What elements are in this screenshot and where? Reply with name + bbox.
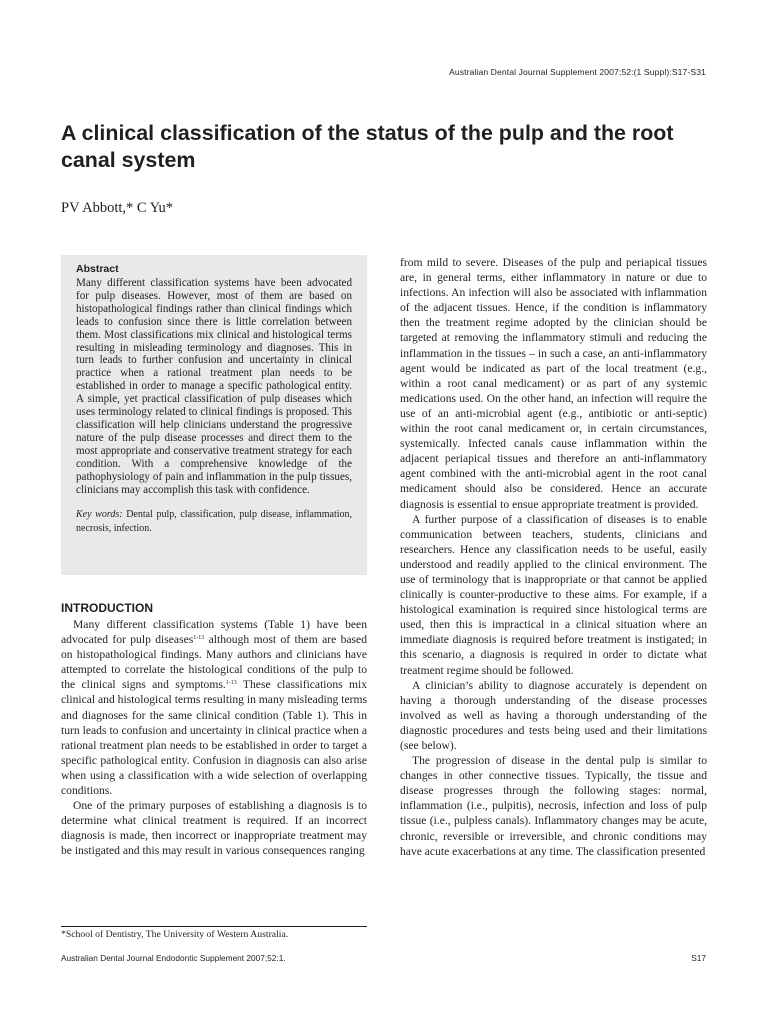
- citation-superscript: 1-13: [193, 635, 205, 642]
- body-paragraph-1: from mild to severe. Diseases of the pulp and periapical tissues are, in general terms, either inflammatory in nature or due to infections. An infection will also be associated with inflammation of the adjacent tissues. Hence, if the condition is inflammatory then the treatment regime adopted by the clinician should be targeted at removing the inflammatory stimuli and reducing the inflammation in the tissues – in such a case, an anti-inflammatory agent would be indicated as part of the local treatment (e.g., within a root canal medicament) or as part of any systemic medications used. On the other hand, an infection will require the use of an anti-microbial agent (e.g., antibiotic or anti-septic) within the root canal medicament or, in certain circumstances, systemically. Infected canals cause inflammation within the adjacent periapical tissues and therefore an anti-inflammatory agent combined with the anti-microbial agent in the root canal medicament should also be considered. Hence an accurate diagnosis is essential to ensue appropriate treatment is provided.: [400, 256, 707, 511]
- left-column: [61, 617, 367, 859]
- intro-paragraph-2: One of the primary purposes of establishing a diagnosis is to determine what clinical treatment is required. If an incorrect diagnosis is made, then incorrect or inappropriate treatment may be instigated and this may result in various consequences ranging: [61, 799, 367, 858]
- abstract-text: Many different classification systems have been advocated for pulp diseases. However, most of them are based on histopathological findings rather than clinical findings which leads to confusion since there is little correlation between them. Most classifications mix clinical and histological terms resulting in misleading terminology and diagnoses. This in turn leads to further confusion and uncertainty in clinical practice when a rational treatment plan needs to be established in order to manage a specific pathological entity. A simple, yet practical classification of pulp diseases which uses terminology related to clinical findings is proposed. This classification will help clinicians understand the progressive nature of the pulp disease processes and direct them to the most appropriate and conservative treatment strategy for each condition. With a comprehensive knowledge of the pathophysiology of pain and inflammation in the pulp tissues, clinicians may accomplish this task with confidence.: [76, 277, 352, 496]
- intro-p1-text-b: although most of them are based on histopathological findings. Many authors and clinicians have attempted to correlate the histological conditions of the pulp to the clinical signs and symptoms.: [61, 633, 368, 692]
- footer-journal: Australian Dental Journal Endodontic Supplement 2007;52:1.: [61, 953, 286, 963]
- article-title: A clinical classification of the status of the pulp and the root canal system: [61, 121, 674, 172]
- footnote-divider: [61, 926, 367, 927]
- intro-p1-text-c: These classifications mix clinical and histological terms resulting in many misleading terms and diagnoses for the same clinical condition (Table 1). This in turn leads to confusion and uncertainty in clinical practice when a rational treatment plan needs to be established in order to target a specific pathological entity. Confusion in diagnosis can also arise when using a classification with a wide selection of overlapping conditions.: [61, 678, 367, 798]
- intro-p1-text-a: Many different classification systems (Table 1) have been advocated for pulp diseases: [61, 618, 367, 647]
- keywords-label: Key words:: [76, 509, 123, 521]
- abstract-box: [61, 255, 367, 575]
- page-number: S17: [691, 953, 706, 963]
- keywords-text: Dental pulp, classification, pulp disease, inflammation, necrosis, infection.: [76, 509, 352, 534]
- body-paragraph-2: A further purpose of a classification of diseases is to enable communication between teachers, students, clinicians and researchers. Hence any classification needs to be useful, easily understood and readily applied to the clinical environment. The use of terminology that is inappropriate or that cannot be applied clinically is counter-productive to these aims. For example, if a histological examination is required since histological terms are used, then this is impractical in a clinical situation where an immediate diagnosis is required before treatment is instigated; in this scenario, a diagnosis is required in order to dictate what treatment regime should be followed.: [400, 512, 707, 677]
- body-paragraph-3: A clinician’s ability to diagnose accurately is dependent on having a thorough understanding of the disease processes involved as well as having a thorough understanding of the diagnostic procedures and tests being used and their limitations (see below).: [400, 678, 707, 752]
- keywords: [76, 508, 352, 535]
- abstract-heading: Abstract: [76, 263, 119, 275]
- author-list: PV Abbott,* C Yu*: [61, 200, 173, 216]
- journal-reference: Australian Dental Journal Supplement 2007;52:(1 Suppl):S17-S31: [448, 67, 706, 77]
- body-paragraph-4: The progression of disease in the dental pulp is similar to changes in other connective tissues. Typically, the tissue and disease progresses through the following stages: normal, inflammation (i.e., pulpitis), necrosis, infection and loss of pulp tissue (i.e., pulpless canals). Inflammatory changes may be acute, chronic, reversible or irreversible, and chronic conditions may have acute exacerbations at any time. The classification presented: [400, 754, 707, 858]
- section-heading-introduction: INTRODUCTION: [61, 601, 153, 615]
- intro-paragraph-1: [61, 617, 367, 798]
- right-column: [400, 255, 707, 859]
- citation-superscript: 1-13: [225, 680, 237, 687]
- affiliation-footnote: *School of Dentistry, The University of Western Australia.: [61, 929, 289, 940]
